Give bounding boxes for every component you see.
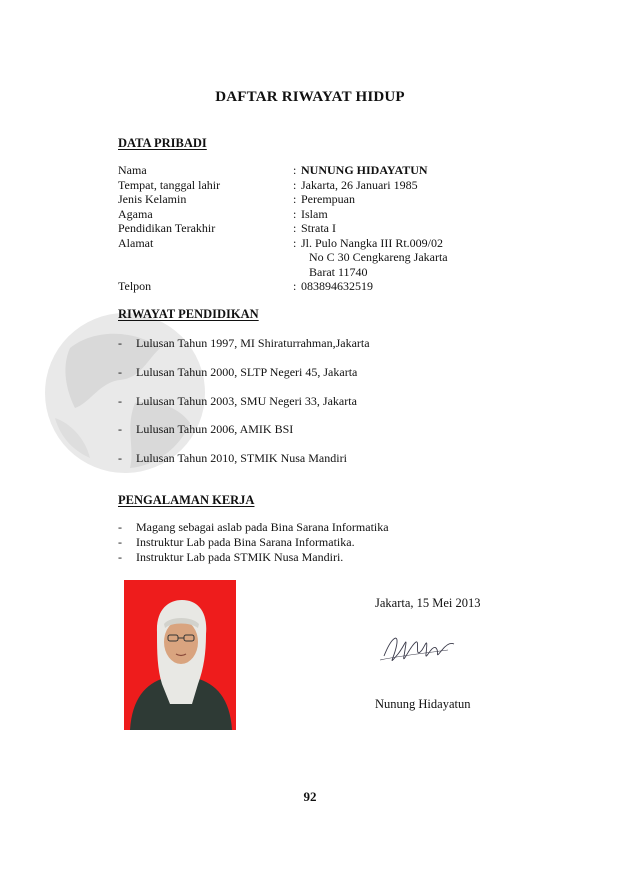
signer-name: Nunung Hidayatun: [375, 697, 471, 711]
work-item-text: Magang sebagai aslab pada Bina Sarana Informatika: [136, 520, 389, 534]
work-item-text: Instruktur Lab pada Bina Sarana Informatika.: [136, 534, 355, 549]
bullet-dash: -: [118, 549, 122, 564]
colon: :: [293, 192, 297, 206]
section-heading-personal: DATA PRIBADI: [118, 136, 207, 150]
colon: :: [293, 279, 297, 293]
value-gender: Perempuan: [301, 192, 355, 206]
education-item-text: Lulusan Tahun 2010, STMIK Nusa Mandiri: [136, 451, 347, 466]
value-religion: Islam: [301, 206, 328, 221]
education-item-text: Lulusan Tahun 2006, AMIK BSI: [136, 422, 294, 437]
bullet-dash: -: [118, 451, 122, 466]
colon: :: [293, 177, 297, 192]
label-religion: Agama: [118, 206, 153, 221]
value-education: Strata I: [301, 221, 336, 235]
label-birth: Tempat, tanggal lahir: [118, 177, 221, 192]
education-item-text: Lulusan Tahun 1997, MI Shiraturrahman,Jakarta: [136, 336, 370, 350]
page-title: DAFTAR RIWAYAT HIDUP: [215, 89, 405, 105]
bullet-dash: -: [118, 336, 122, 350]
section-heading-education: RIWAYAT PENDIDIKAN: [118, 307, 259, 321]
label-gender: Jenis Kelamin: [118, 192, 187, 206]
bullet-dash: -: [118, 422, 122, 437]
bullet-dash: -: [118, 364, 122, 379]
label-phone: Telpon: [118, 279, 152, 293]
value-name: NUNUNG HIDAYATUN: [301, 163, 428, 177]
label-name: Nama: [118, 163, 147, 177]
handwritten-signature: [378, 626, 458, 672]
colon: :: [293, 221, 297, 235]
colon: :: [293, 206, 297, 221]
address-line-2: No C 30 Cengkareng Jakarta: [309, 250, 448, 264]
education-item-text: Lulusan Tahun 2003, SMU Negeri 33, Jakarta: [136, 393, 357, 408]
bullet-dash: -: [118, 534, 122, 549]
value-birth: Jakarta, 26 Januari 1985: [301, 177, 418, 192]
address-line-3: Barat 11740: [309, 264, 368, 279]
address-line-1: Jl. Pulo Nangka III Rt.009/02: [301, 235, 443, 250]
bullet-dash: -: [118, 393, 122, 408]
colon: :: [293, 163, 297, 177]
value-phone: 083894632519: [301, 279, 373, 293]
label-education: Pendidikan Terakhir: [118, 221, 216, 235]
place-date: Jakarta, 15 Mei 2013: [375, 596, 481, 610]
profile-photo: [124, 580, 236, 730]
section-heading-work: PENGALAMAN KERJA: [118, 493, 255, 507]
work-item-text: Instruktur Lab pada STMIK Nusa Mandiri.: [136, 549, 344, 564]
page-number: 92: [303, 789, 317, 804]
label-address: Alamat: [118, 235, 154, 250]
education-item-text: Lulusan Tahun 2000, SLTP Negeri 45, Jakarta: [136, 364, 358, 379]
colon: :: [293, 235, 297, 250]
bullet-dash: -: [118, 520, 122, 534]
